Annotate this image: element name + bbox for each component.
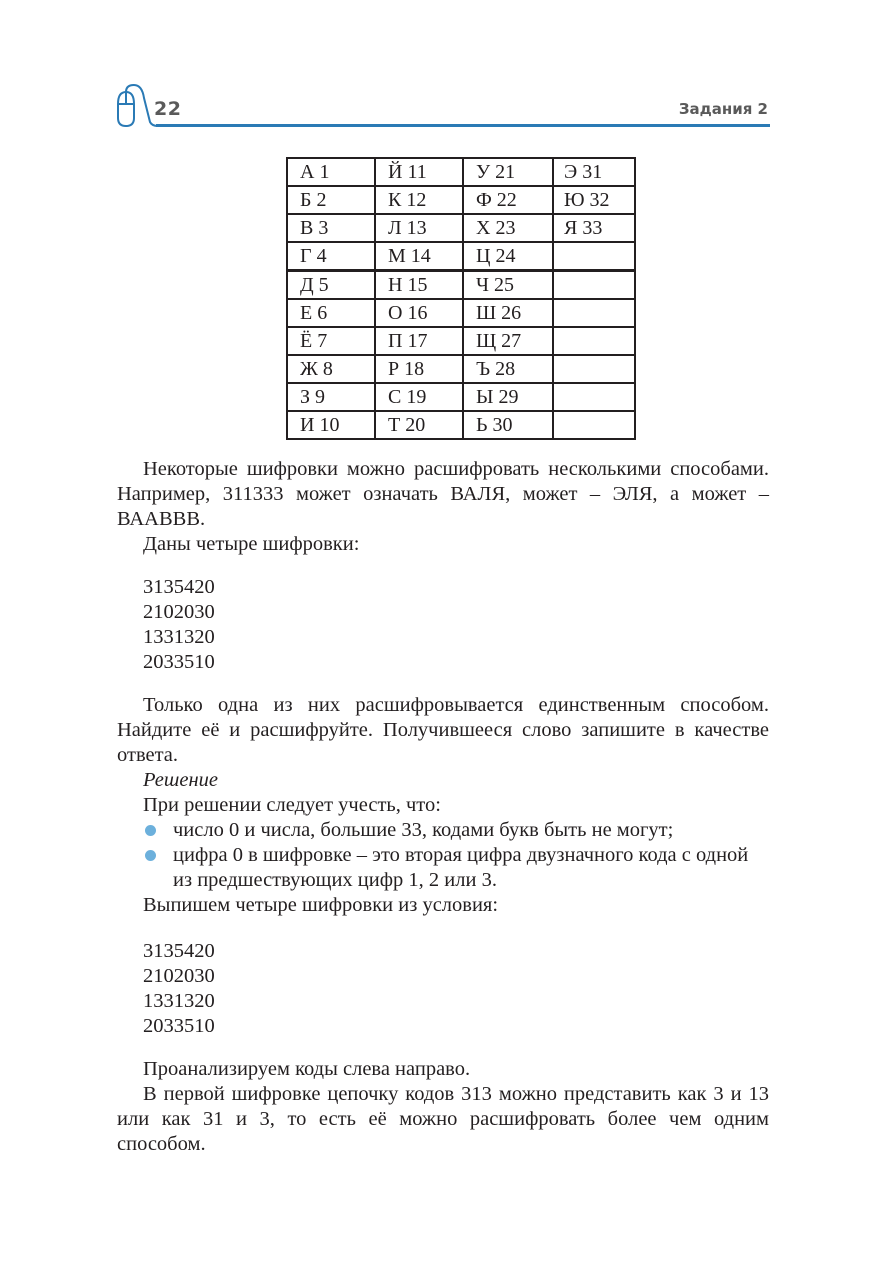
table-cell: Л 13 — [375, 214, 463, 242]
table-cell — [553, 299, 635, 327]
table-row — [287, 383, 635, 411]
table-cell: Б 2 — [287, 186, 375, 214]
analyze-line: Проанализируем коды слева направо. — [143, 1058, 471, 1080]
rewrite-line: Выпишем четыре шифровки из условия: — [143, 894, 499, 916]
bullet-icon — [145, 825, 156, 836]
table-cell: Д 5 — [287, 271, 375, 300]
table-row — [287, 411, 635, 439]
table-cell: П 17 — [375, 327, 463, 355]
table-cell: Е 6 — [287, 299, 375, 327]
table-cell: Ё 7 — [287, 327, 375, 355]
table-cell: А 1 — [287, 158, 375, 186]
table-cell: О 16 — [375, 299, 463, 327]
task-paragraph: Только одна из них расшифровывается единственным способом. Найдите её и расшифруйте. Получившееся слово запишите в качестве ответа. — [117, 694, 769, 766]
codes-list-repeat — [117, 939, 769, 1039]
table-cell: М 14 — [375, 242, 463, 271]
table-cell: Н 15 — [375, 271, 463, 300]
letter-code-table — [286, 157, 636, 440]
table-cell — [553, 271, 635, 300]
code-item: 2102030 — [143, 601, 215, 623]
problem-text — [117, 457, 769, 557]
code-item: 1331320 — [143, 990, 215, 1012]
table-cell: Щ 27 — [463, 327, 553, 355]
table-cell: Ы 29 — [463, 383, 553, 411]
solution-intro: При решении следует учесть, что: — [143, 794, 441, 816]
table-cell: Ъ 28 — [463, 355, 553, 383]
page-number: 22 — [154, 98, 182, 120]
table-cell — [553, 411, 635, 439]
solution-heading: Решение — [143, 769, 218, 791]
table-cell: Ц 24 — [463, 242, 553, 271]
section-title: Задания 2 — [678, 100, 768, 118]
table-cell: Ч 25 — [463, 271, 553, 300]
codes-list — [117, 575, 769, 675]
table-cell: Ю 32 — [553, 186, 635, 214]
table-cell: Й 11 — [375, 158, 463, 186]
table-cell: Р 18 — [375, 355, 463, 383]
table-cell: Т 20 — [375, 411, 463, 439]
table-cell: Ш 26 — [463, 299, 553, 327]
first-analysis: В первой шифровке цепочку кодов 313 можно представить как 3 и 13 или как 31 и 3, то есть её можно расшифровать более чем одним способом. — [117, 1083, 769, 1155]
table-cell: Ь 30 — [463, 411, 553, 439]
table-cell: У 21 — [463, 158, 553, 186]
table-cell — [553, 383, 635, 411]
table-cell — [553, 355, 635, 383]
table-cell: Х 23 — [463, 214, 553, 242]
bullet-item: цифра 0 в шифровке – это вторая цифра двузначного кода с одной из предшествующих цифр 1, 2 или 3. — [117, 843, 769, 893]
table-row — [287, 242, 635, 271]
code-item: 2033510 — [143, 651, 215, 673]
table-cell: Ф 22 — [463, 186, 553, 214]
table-cell: И 10 — [287, 411, 375, 439]
table-cell: Ж 8 — [287, 355, 375, 383]
given-line: Даны четыре шифровки: — [143, 533, 360, 555]
header-rule — [156, 124, 770, 127]
table-row — [287, 214, 635, 242]
table-cell: Г 4 — [287, 242, 375, 271]
table-cell: Э 31 — [553, 158, 635, 186]
table-cell: З 9 — [287, 383, 375, 411]
analysis-block — [117, 1057, 769, 1157]
code-item: 3135420 — [143, 940, 215, 962]
table-cell: С 19 — [375, 383, 463, 411]
table-cell — [553, 242, 635, 271]
table-row — [287, 158, 635, 186]
bullet-item: число 0 и числа, большие 33, кодами букв быть не могут; — [117, 818, 769, 843]
table-row — [287, 271, 635, 300]
table-row — [287, 355, 635, 383]
table-row — [287, 299, 635, 327]
table-cell: К 12 — [375, 186, 463, 214]
code-item: 3135420 — [143, 576, 215, 598]
intro-paragraph: Некоторые шифровки можно расшифровать несколькими способами. Например, 311333 может означать ВАЛЯ, может – ЭЛЯ, а может – ВААВВВ. — [117, 458, 769, 530]
table-row — [287, 327, 635, 355]
code-item: 2033510 — [143, 1015, 215, 1037]
code-item: 1331320 — [143, 626, 215, 648]
table-cell: В 3 — [287, 214, 375, 242]
bullet-icon — [145, 850, 156, 861]
table-cell — [553, 327, 635, 355]
table-cell: Я 33 — [553, 214, 635, 242]
page-header — [114, 84, 770, 130]
table-row — [287, 186, 635, 214]
task-block — [117, 693, 769, 918]
code-item: 2102030 — [143, 965, 215, 987]
